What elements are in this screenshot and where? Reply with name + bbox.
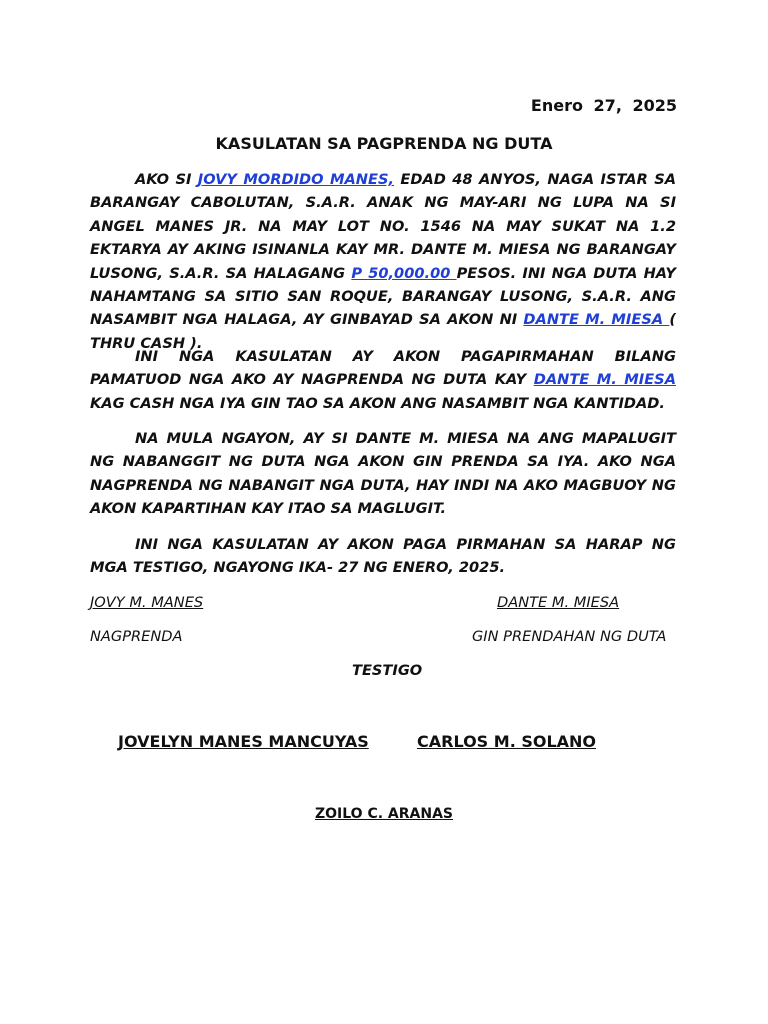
paragraph-3: NA MULA NGAYON, AY SI DANTE M. MIESA NA ANG MAPALUGIT NG NABANGGIT NG DUTA NGA AKON GIN PRENDA SA IYA. AKO NGA NAGPRENDA NG NABANGIT NGA DUTA, HAY INDI NA AKO MAGBUOY NG AKON KAPARTIHAN KAY ITAO SA MAGLUGIT. — [90, 430, 676, 518]
document-date: Enero 27, 2025 — [530, 96, 677, 115]
paragraph-2-text-b: KAG CASH NGA IYA GIN TAO SA AKON ANG NASAMBIT NGA KANTIDAD. — [90, 394, 665, 412]
paragraph-2 — [90, 345, 676, 415]
paragraph-1-text-a: AKO SI — [135, 171, 198, 188]
document-title: KASULATAN SA PAGPRENDA NG DUTA — [215, 134, 553, 153]
signatory-right-role: GIN PRENDAHAN NG DUTA — [472, 628, 667, 645]
paragraph-1-text-d: ( THRU CASH ). — [90, 311, 676, 352]
signatory-left-role: NAGPRENDA — [90, 628, 183, 645]
signatory-right-name: DANTE M. MIESA — [497, 594, 620, 611]
paragraph-1 — [90, 168, 676, 355]
amount-link[interactable]: P 50,000.00 — [351, 264, 457, 282]
witness-3-name: ZOILO C. ARANAS — [314, 806, 453, 822]
paragraph-2-text-a: INI NGA KASULATAN AY AKON PAGAPIRMAHAN BILANG PAMATUOD NGA AKO AY NAGPRENDA NG DUTA KAY — [90, 348, 676, 389]
name-link-jovy-mordido-manes[interactable]: JOVY MORDIDO MANES, — [197, 171, 395, 188]
testigo-label: TESTIGO — [352, 662, 423, 679]
paragraph-4: INI NGA KASULATAN AY AKON PAGA PIRMAHAN SA HARAP NG MGA TESTIGO, NGAYONG IKA- 27 NG ENERO, 2025. — [90, 536, 676, 577]
name-link-dante-miesa-2[interactable]: DANTE M. MIESA — [533, 371, 676, 389]
paragraph-1-text-b: EDAD 48 ANYOS, NAGA ISTAR SA BARANGAY CABOLUTAN, S.A.R. ANAK NG MAY-ARI NG LUPA NA SI ANGEL MANES JR. NA MAY LOT NO. 1546 NA MAY SUKAT NA 1.2 EKTARYA AY AKING ISINANLA KAY MR. DANTE M. MIESA NG BARANGAY LUSONG, S.A.R. SA HALAGANG — [90, 171, 676, 282]
signatory-left-name: JOVY M. MANES — [90, 594, 204, 611]
paragraph-1-text-c: PESOS. INI NGA DUTA HAY NAHAMTANG SA SITIO SAN ROQUE, BARANGAY LUSONG, S.A.R. ANG NASAMBIT NGA HALAGA, AY GINBAYAD SA AKON NI — [90, 264, 676, 329]
name-link-dante-miesa[interactable]: DANTE M. MIESA — [523, 311, 670, 329]
witness-2-name: CARLOS M. SOLANO — [417, 732, 597, 751]
witness-1-name: JOVELYN MANES MANCUYAS — [118, 732, 369, 751]
